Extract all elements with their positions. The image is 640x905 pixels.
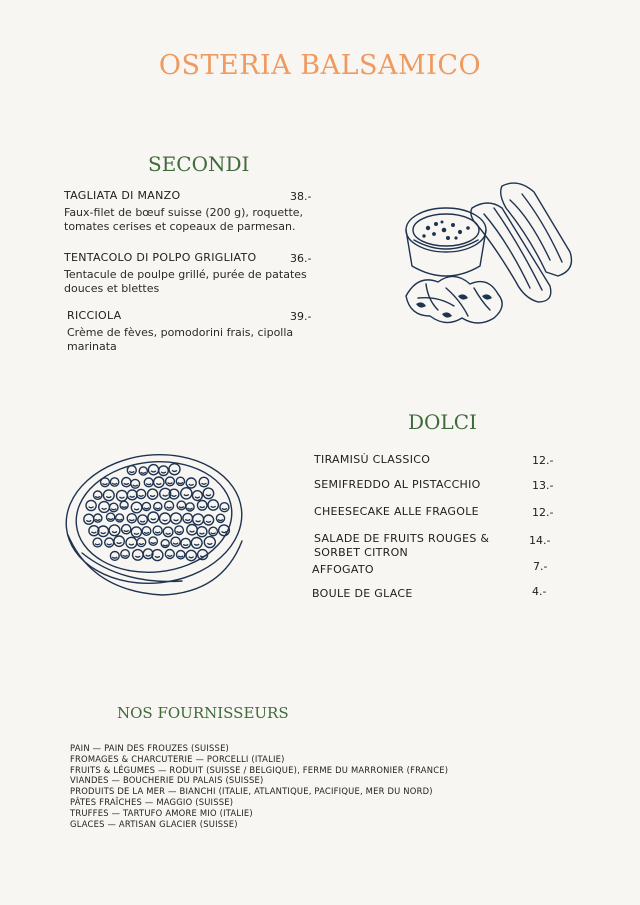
- supplier-line: PAIN — PAIN DES FROUZES (SUISSE): [70, 743, 230, 753]
- secondi-title: SECONDI: [148, 152, 250, 176]
- supplier-line: TRUFFES — TARTUFO AMORE MIO (ITALIE): [70, 807, 253, 818]
- dolci-item-price: 14.-: [529, 534, 551, 547]
- restaurant-title: OSTERIA BALSAMICO: [158, 50, 482, 81]
- dolci-item-price: 4.-: [532, 585, 547, 598]
- secondi-item-price: 36.-: [290, 252, 312, 265]
- dolci-item-price: 7.-: [533, 560, 548, 573]
- chickpea-bowl-illustration: [62, 445, 246, 601]
- secondi-item-name: RICCIOLA: [67, 309, 122, 322]
- secondi-item-price: 39.-: [290, 310, 312, 323]
- secondi-item-description: Tentacule de poulpe grillé, purée de patates douces et blettes: [64, 268, 307, 295]
- secondi-item-price: 38.-: [290, 190, 312, 203]
- dolci-item-price: 12.-: [532, 454, 554, 467]
- supplier-line: VIANDES — BOUCHERIE DU PALAIS (SUISSE): [70, 775, 264, 786]
- supplier-line: FRUITS & LÉGUMES — RODUIT (SUISSE / BELGIQUE), FERME DU MARRONIER (FRANCE): [70, 764, 449, 775]
- dolci-item-name: SEMIFREDDO AL PISTACCHIO: [314, 478, 481, 491]
- dolci-item-name: AFFOGATO: [312, 563, 374, 576]
- suppliers-list: [70, 743, 448, 829]
- secondi-item-name: TENTACOLO DI POLPO GRIGLIATO: [64, 251, 257, 264]
- dolci-item-price: 13.-: [532, 479, 554, 492]
- dolci-item-name: BOULE DE GLACE: [312, 587, 413, 600]
- secondi-item-description: Crème de fèves, pomodorini frais, cipolla marinata: [67, 326, 294, 353]
- supplier-line: GLACES — ARTISAN GLACIER (SUISSE): [70, 818, 238, 829]
- supplier-line: FROMAGES & CHARCUTERIE — PORCELLI (ITALIE): [70, 753, 285, 764]
- suppliers-title: NOS FOURNISSEURS: [117, 704, 289, 722]
- dolci-item-name: SALADE DE FRUITS ROUGES & SORBET CITRON: [314, 532, 490, 559]
- supplier-line: PRODUITS DE LA MER — BIANCHI (ITALIE, ATLANTIQUE, PACIFIQUE, MER DU NORD): [70, 786, 433, 797]
- supplier-line: PÂTES FRAÎCHES — MAGGIO (SUISSE): [70, 796, 234, 807]
- dolci-title: DOLCI: [408, 410, 477, 434]
- dolci-item-price: 12.-: [532, 506, 554, 519]
- grilled-meat-dish-illustration: [398, 178, 580, 330]
- secondi-item-description: Faux-filet de bœuf suisse (200 g), roquette, tomates cerises et copeaux de parmesan.: [64, 206, 304, 233]
- secondi-item-name: TAGLIATA DI MANZO: [64, 189, 181, 202]
- dolci-item-name: CHEESECAKE ALLE FRAGOLE: [314, 505, 479, 518]
- dolci-item-name: TIRAMISÙ CLASSICO: [314, 453, 431, 466]
